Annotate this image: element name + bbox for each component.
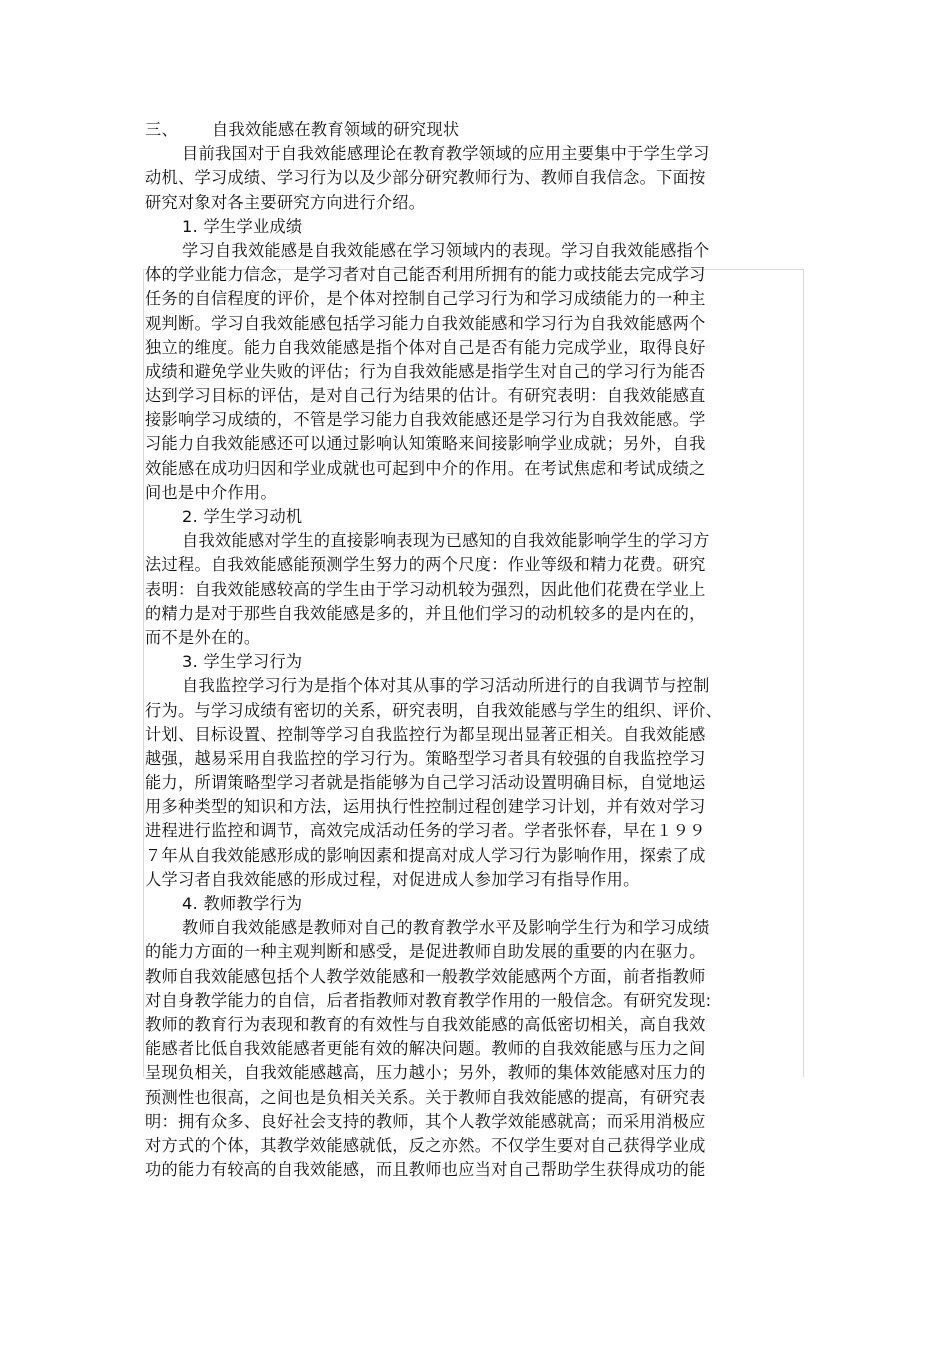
paragraph-line: 研究对象对各主要研究方向进行介绍。 (145, 192, 426, 212)
paragraph-line: 功的能力有较高的自我效能感，而且教师也应当对自己帮助学生获得成功的能 (145, 1160, 706, 1180)
paragraph-line: 自我监控学习行为是指个体对其从事的学习活动所进行的自我调节与控制 (182, 676, 710, 696)
paragraph-line: 法过程。自我效能感能预测学生努力的两个尺度：作业等级和精力花费。研究 (145, 555, 706, 575)
paragraph-line: 明：拥有众多、良好社会支持的教师，其个人教学效能感就高；而采用消极应 (145, 1111, 706, 1131)
paragraph-line: 独立的维度。能力自我效能感是指个体对自己是否有能力完成学业，取得良好 (145, 337, 706, 357)
paragraph-line: 达到学习目标的评估，是对自己行为结果的估计。有研究表明：自我效能感直 (145, 386, 706, 406)
paragraph-line: 能力，所谓策略型学习者就是指能够为自己学习活动设置明确目标，自觉地运 (145, 773, 706, 793)
paragraph-academic-performance (145, 239, 755, 505)
paragraph-line: 教师的教育行为表现和教育的有效性与自我效能感的高低密切相关，高自我效 (145, 1014, 706, 1034)
paragraph-line: 任务的自信程度的评价，是个体对控制自己学习行为和学习成绩能力的一种主 (145, 289, 706, 309)
paragraph-line: 行为。与学习成绩有密切的关系，研究表明，自我效能感与学生的组织、评价、 (145, 700, 723, 720)
paragraph-line: 的精力是对于那些自我效能感是多的，并且他们学习的动机较多的是内在的， (145, 603, 706, 623)
paragraph-line: 学习自我效能感是自我效能感在学习领域内的表现。学习自我效能感指个 (182, 240, 710, 260)
paragraph-line: 成绩和避免学业失败的评估；行为自我效能感是指学生对自己的学习行为能否 (145, 361, 706, 381)
section-heading (145, 118, 755, 142)
paragraph-line: 越强，越易采用自我监控的学习行为。策略型学习者具有较强的自我监控学习 (145, 748, 706, 768)
paragraph-line: 效能感在成功归因和学业成就也可起到中介的作用。在考试焦虑和考试成绩之 (145, 458, 706, 478)
paragraph-learning-behavior (145, 674, 755, 892)
paragraph-line: 动机、学习成绩、学习行为以及少部分研究教师行为、教师自我信念。下面按 (145, 168, 706, 188)
document-body (145, 118, 755, 1182)
paragraph-line: 而不是外在的。 (145, 627, 261, 647)
paragraph-line: 间也是中介作用。 (145, 482, 277, 502)
subheading-learning-behavior: 3. 学生学习行为 (182, 652, 303, 672)
paragraph-line: 接影响学习成绩的，不管是学习能力自我效能感还是学习行为自我效能感。学 (145, 410, 706, 430)
paragraph-line: 呈现负相关，自我效能感越高，压力越小；另外，教师的集体效能感对压力的 (145, 1063, 706, 1083)
paragraph-line: 计划、目标设置、控制等学习自我监控行为都呈现出显著正相关。自我效能感 (145, 724, 706, 744)
intro-paragraph (145, 142, 755, 215)
section-title: 自我效能感在教育领域的研究现状 (212, 120, 460, 139)
paragraph-learning-motivation (145, 529, 755, 650)
subheading-teacher-behavior: 4. 教师教学行为 (182, 894, 303, 913)
paragraph-line: ７年从自我效能感形成的影响因素和提高对成人学习行为影响作用，探索了成 (145, 845, 706, 865)
paragraph-line: 习能力自我效能感还可以通过影响认知策略来间接影响学业成就；另外，自我 (145, 434, 706, 454)
subheading-learning-motivation: 2. 学生学习动机 (182, 507, 303, 526)
paragraph-line: 自我效能感对学生的直接影响表现为已感知的自我效能影响学生的学习方 (182, 531, 710, 551)
paragraph-line: 对自身教学能力的自信，后者指教师对教育教学作用的一般信念。有研究发现: (145, 990, 712, 1010)
paragraph-line: 的能力方面的一种主观判断和感受，是促进教师自助发展的重要的内在驱力。 (145, 942, 706, 962)
subheading-academic-performance: 1. 学生学业成绩 (182, 216, 303, 236)
paragraph-line: 人学习者自我效能感的形成过程，对促进成人参加学习有指导作用。 (145, 869, 640, 889)
paragraph-teacher-behavior (145, 916, 755, 1182)
paragraph-line: 能感者比低自我效能感者更能有效的解决问题。教师的自我效能感与压力之间 (145, 1039, 706, 1059)
paragraph-line: 教师自我效能感是教师对自己的教育教学水平及影响学生行为和学习成绩 (182, 918, 710, 938)
paragraph-line: 预测性也很高，之间也是负相关关系。关于教师自我效能感的提高，有研究表 (145, 1087, 706, 1107)
paragraph-line: 对方式的个体，其教学效能感就低，反之亦然。不仅学生要对自己获得学业成 (145, 1135, 706, 1155)
paragraph-line: 体的学业能力信念，是学习者对自己能否利用所拥有的能力或技能去完成学习 (145, 265, 706, 285)
paragraph-line: 观判断。学习自我效能感包括学习能力自我效能感和学习行为自我效能感两个 (145, 313, 706, 333)
paragraph-line: 进程进行监控和调节，高效完成活动任务的学习者。学者张怀春，早在１９９ (145, 821, 706, 841)
paragraph-line: 用多种类型的知识和方法，运用执行性控制过程创建学习计划，并有效对学习 (145, 797, 706, 817)
section-number: 三、 (145, 120, 178, 139)
paragraph-line: 目前我国对于自我效能感理论在教育教学领域的应用主要集中于学生学习 (182, 144, 710, 164)
paragraph-line: 表明：自我效能感较高的学生由于学习动机较为强烈，因此他们花费在学业上 (145, 579, 706, 599)
paragraph-line: 教师自我效能感包括个人教学效能感和一般教学效能感两个方面，前者指教师 (145, 966, 706, 986)
